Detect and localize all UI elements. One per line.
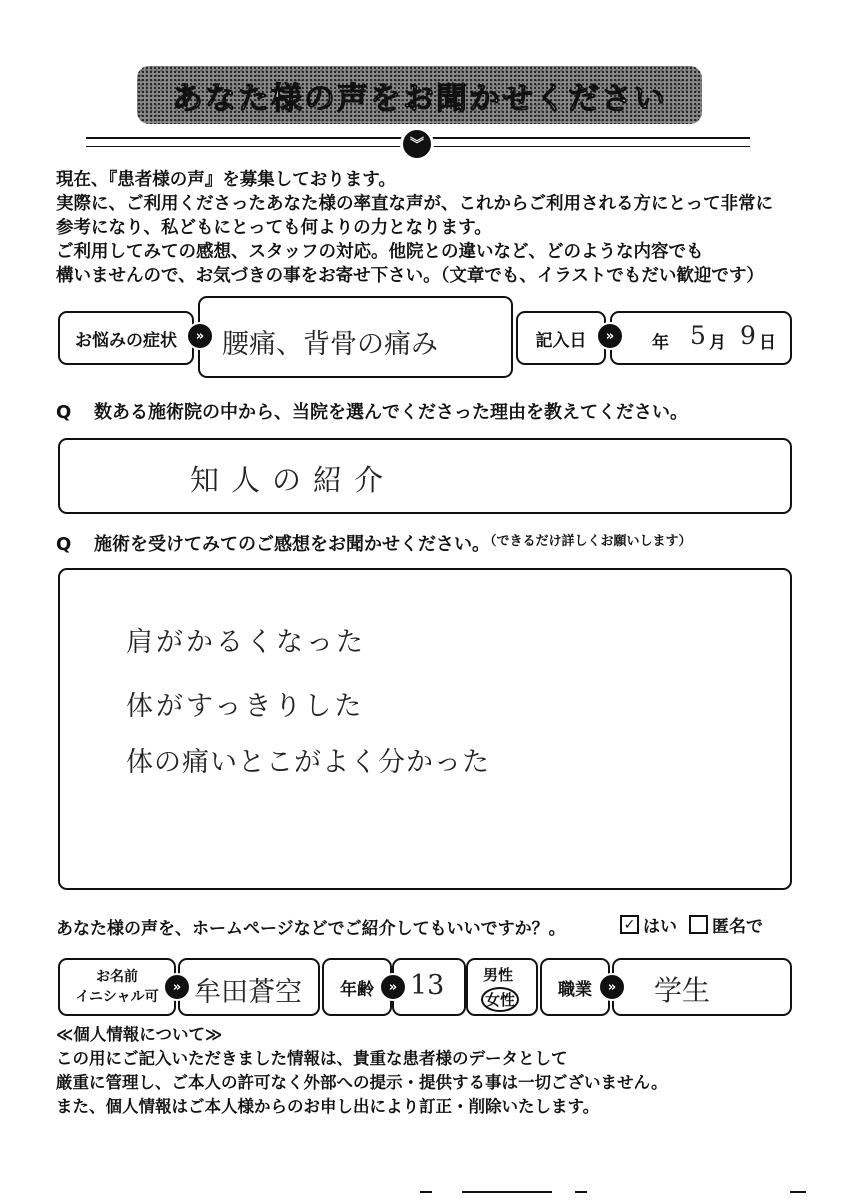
scan-mark — [420, 1191, 432, 1193]
double-chevron-right-icon: » — [598, 973, 626, 1001]
age-value: 13 — [410, 970, 445, 1001]
name-label-sub: イニシャル可 — [75, 989, 159, 1005]
consent-options — [620, 912, 763, 937]
intro-line: 構いませんので、お気づきの事をお寄せ下さい。（文章でも、イラストでもだい歓迎です） — [56, 266, 764, 286]
privacy-line: 厳重に管理し、ご本人の許可なく外部への提示・提供する事は一切ございません。 — [56, 1073, 668, 1092]
intro-line: 実際に、ご利用くださったあなた様の率直な声が、これからご利用される方にとって非常に — [56, 194, 774, 214]
double-chevron-right-icon: » — [379, 973, 407, 1001]
chevron-down-double-icon: ︾ — [400, 127, 434, 161]
question-2-text: 施術を受けてみてのご感想をお聞かせください。 — [94, 534, 490, 555]
question-1-text: 数ある施術院の中から、当院を選んでくださった理由を教えてください。 — [94, 402, 688, 423]
job-value: 学生 — [654, 974, 711, 1007]
name-label: お名前 — [96, 969, 138, 985]
double-chevron-right-icon: » — [186, 322, 214, 350]
name-value: 牟田蒼空 — [194, 977, 302, 1008]
day-value: 9 — [740, 321, 756, 350]
consent-question: あなた様の声を、ホームページなどでご紹介してもいいですか？。 — [56, 919, 566, 939]
consent-anonymous-checkbox[interactable] — [689, 915, 708, 934]
reason-answer: 知人の紹介 — [190, 463, 396, 497]
page-title: あなた様の声をお聞かせください — [172, 80, 667, 117]
gender-female-option[interactable]: 女性 — [481, 987, 519, 1012]
impression-line: 肩がかるくなった — [126, 627, 366, 658]
job-label: 職業 — [558, 979, 592, 1000]
symptom-field[interactable] — [198, 296, 513, 378]
question-2-note: （できるだけ詳しくお願いします） — [490, 534, 692, 549]
entry-date-label: 記入日 — [535, 330, 587, 351]
name-label-box — [58, 958, 176, 1016]
consent-yes-label: はい — [643, 917, 677, 937]
scan-mark — [462, 1191, 552, 1193]
gender-field[interactable] — [466, 958, 538, 1016]
intro-text — [56, 168, 796, 288]
question-marker: Q — [56, 534, 72, 555]
job-field[interactable] — [612, 958, 792, 1016]
impression-line: 体の痛いとこがよく分かった — [126, 747, 490, 778]
gender-male-option[interactable]: 男性 — [483, 966, 514, 984]
privacy-title: ≪個人情報について≫ — [56, 1025, 223, 1044]
age-label: 年齢 — [340, 979, 374, 1000]
symptom-label: お悩みの症状 — [75, 330, 177, 351]
title-banner — [137, 66, 702, 124]
consent-yes-checkbox[interactable]: ✓ — [620, 915, 639, 934]
question-marker: Q — [56, 402, 72, 423]
symptom-value: 腰痛、背骨の痛み — [222, 329, 438, 360]
question-2 — [56, 530, 692, 556]
privacy-line: この用にご記入いただきました情報は、貴重な患者様のデータとして — [56, 1049, 568, 1068]
intro-line: 現在、『患者様の声』を募集しております。 — [56, 170, 396, 190]
privacy-section — [56, 1023, 668, 1119]
intro-line: 参考になり、私どもにとっても何よりの力となります。 — [56, 218, 492, 238]
consent-anonymous-label: 匿名で — [712, 917, 763, 937]
privacy-line: また、個人情報はご本人様からのお申し出により訂正・削除いたします。 — [56, 1097, 600, 1116]
question-1 — [56, 398, 688, 424]
impression-line: 体がすっきりした — [126, 691, 365, 722]
day-label: 日 — [759, 333, 776, 353]
entry-date-label-box — [516, 311, 606, 365]
double-chevron-right-icon: » — [163, 973, 191, 1001]
month-label: 月 — [709, 333, 726, 353]
intro-line: ご利用してみての感想、スタッフの対応。他院との違いなど、どのような内容でも — [56, 242, 704, 262]
double-chevron-right-icon: » — [596, 322, 624, 350]
scan-mark — [575, 1191, 587, 1193]
symptom-label-box — [58, 311, 194, 365]
name-field[interactable] — [178, 958, 320, 1016]
month-value: 5 — [690, 321, 706, 350]
reason-answer-field[interactable] — [58, 438, 792, 514]
impression-answer-field[interactable] — [58, 568, 792, 890]
year-label: 年 — [652, 333, 669, 353]
entry-date-field[interactable] — [610, 311, 792, 365]
scan-mark — [790, 1191, 806, 1193]
